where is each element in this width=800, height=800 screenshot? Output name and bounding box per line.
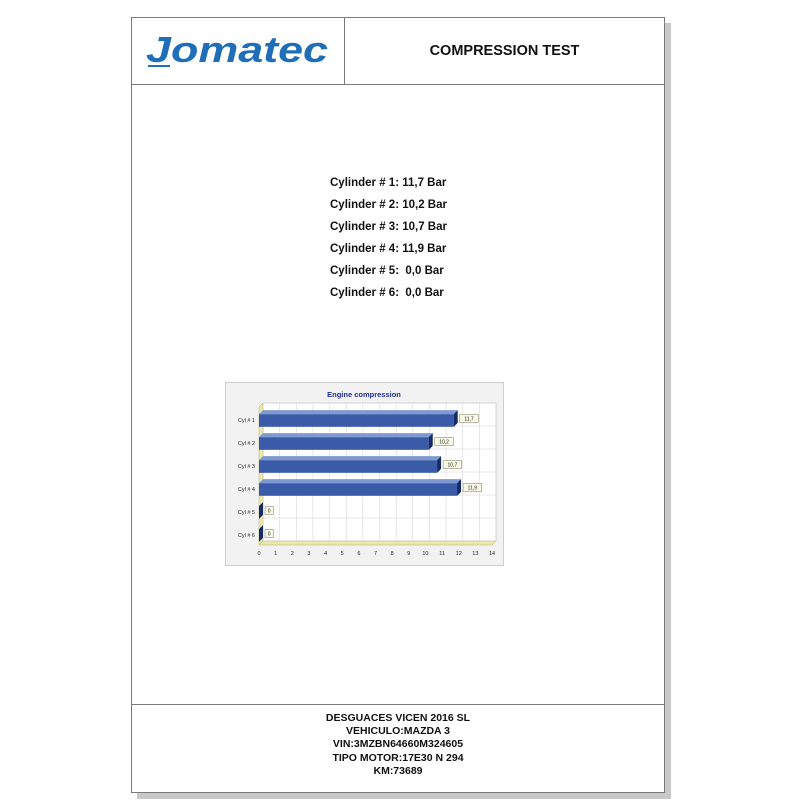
bar-top — [259, 433, 433, 437]
report-page — [131, 17, 665, 793]
bar — [259, 483, 457, 496]
reading-cylinder-3: Cylinder # 3: 10,7 Bar — [330, 221, 447, 233]
y-tick-label: Cyl # 3 — [237, 464, 255, 470]
x-tick-label: 8 — [390, 551, 394, 557]
reading-cylinder-6: Cylinder # 6: 0,0 Bar — [330, 287, 444, 299]
footer-vin: VIN:3MZBN64660M324605 — [332, 738, 464, 751]
reading-cylinder-4: Cylinder # 4: 11,9 Bar — [330, 243, 447, 255]
report-title: COMPRESSION TEST — [429, 43, 580, 59]
chart-title: Engine compression — [327, 390, 401, 399]
footer-engine-type: TIPO MOTOR:17E30 N 294 — [332, 751, 464, 764]
x-tick-label: 12 — [455, 551, 462, 557]
x-tick-label: 14 — [488, 551, 496, 557]
y-tick-label: Cyl # 1 — [237, 418, 255, 424]
y-tick-label: Cyl # 6 — [237, 533, 255, 539]
x-tick-label: 6 — [357, 551, 361, 557]
bar — [259, 460, 437, 473]
x-tick-label: 1 — [274, 551, 278, 557]
plot-floor — [259, 541, 496, 545]
jomatec-logo — [144, 28, 334, 72]
bar — [259, 414, 454, 427]
x-tick-label: 9 — [407, 551, 411, 557]
reading-cylinder-2: Cylinder # 2: 10,2 Bar — [330, 199, 447, 211]
data-label: 10,7 — [447, 462, 458, 469]
reading-cylinder-1: Cylinder # 1: 11,7 Bar — [330, 177, 447, 189]
data-label: 11,7 — [464, 416, 474, 423]
data-label: 11,9 — [467, 485, 478, 492]
x-tick-label: 11 — [439, 551, 445, 557]
data-label: 0 — [267, 508, 271, 515]
logo-text: Jomatec — [146, 29, 328, 70]
logo-cell — [132, 18, 345, 84]
x-tick-label: 4 — [324, 551, 328, 557]
bar-top — [259, 410, 458, 414]
footer-vehicle: VEHICULO:MAZDA 3 — [345, 725, 451, 738]
bar — [259, 437, 429, 450]
y-tick-label: Cyl # 4 — [237, 487, 255, 493]
cylinder-readings — [330, 172, 530, 304]
footer-company: DESGUACES VICEN 2016 SL — [325, 712, 471, 724]
data-label: 0 — [267, 531, 271, 538]
footer-km: KM:73689 — [373, 764, 423, 777]
x-tick-label: 7 — [373, 551, 378, 557]
bar-top — [259, 479, 461, 483]
report-footer — [132, 704, 664, 793]
y-tick-label: Cyl # 5 — [237, 510, 255, 516]
x-tick-label: 13 — [472, 551, 479, 557]
chart-svg — [226, 383, 503, 565]
x-tick-label: 3 — [307, 551, 311, 557]
x-tick-label: 2 — [290, 551, 294, 557]
reading-cylinder-5: Cylinder # 5: 0,0 Bar — [330, 265, 444, 277]
report-header — [132, 18, 664, 85]
y-tick-label: Cyl # 2 — [237, 441, 255, 447]
bar-top — [259, 456, 441, 460]
data-label: 10,2 — [439, 439, 449, 446]
x-tick-label: 10 — [422, 551, 429, 557]
x-tick-label: 5 — [340, 551, 344, 557]
engine-compression-chart — [225, 382, 504, 566]
x-tick-label: 0 — [257, 551, 261, 557]
footer-lines — [132, 712, 664, 778]
